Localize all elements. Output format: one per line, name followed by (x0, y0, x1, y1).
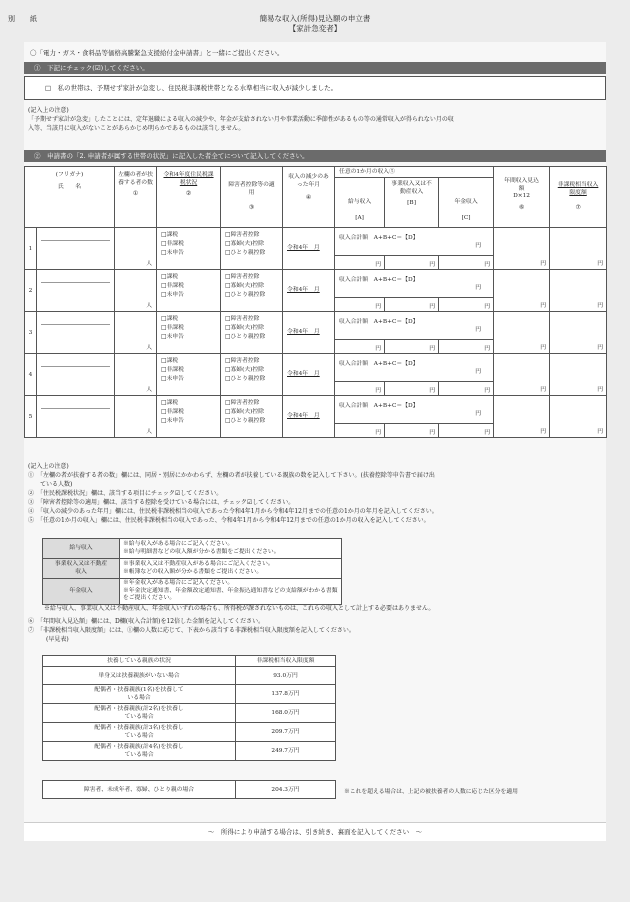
month-cell[interactable]: 令和4年 月 (283, 396, 335, 438)
quick-value: 137.8万円 (236, 685, 336, 704)
disability-option-widow[interactable]: □寡婦(夫)控除 (225, 409, 265, 415)
salary-cell[interactable] (335, 256, 385, 270)
quick-last-table (42, 780, 336, 799)
limit-cell[interactable] (550, 396, 607, 438)
pension-cell[interactable] (439, 256, 494, 270)
tax-option-taxed[interactable]: □課税 (161, 274, 179, 280)
yen-a: 円 (375, 262, 382, 268)
dependents-header-label: 左欄の者が扶養する者の数 (118, 172, 153, 186)
num7: ⑦ (575, 205, 581, 211)
annual-calc: D×12 (513, 193, 530, 199)
business-label: 事業収入又は不動産収入 (391, 181, 432, 195)
tax-option-undeclared[interactable]: □未申告 (161, 376, 184, 382)
disability-option-disabled[interactable]: □障害者控除 (225, 400, 260, 406)
tax-option-exempt[interactable]: □非課税 (161, 241, 184, 247)
yen-b: 円 (429, 262, 436, 268)
yen-b: 円 (429, 304, 436, 310)
dependents-cell[interactable] (115, 270, 157, 312)
disability-cell[interactable] (221, 396, 283, 438)
quick-table (42, 655, 336, 761)
disability-cell[interactable] (221, 354, 283, 396)
quick-row (43, 742, 336, 761)
sum-cell[interactable] (335, 228, 494, 256)
annual-cell[interactable] (494, 312, 550, 354)
disability-option-disabled[interactable]: □障害者控除 (225, 316, 260, 322)
subtitle-text: 【家計急変者】 (288, 24, 342, 33)
note-n3: ③ 「障害者控除等の適用」欄は、該当する控除を受けている場合には、チェック☑してください。 (28, 499, 295, 506)
disability-option-widow[interactable]: □寡婦(夫)控除 (225, 367, 265, 373)
quick-status: 配偶者・扶養親族(1名)を扶養している場合 (43, 685, 236, 704)
quick-status: 配偶者・扶養親族(計4名)を扶養している場合 (43, 742, 236, 761)
disability-option-single-parent[interactable]: □ひとり親控除 (225, 292, 266, 298)
name-cell[interactable] (37, 228, 115, 270)
salary-cell[interactable] (335, 298, 385, 312)
yen-limit: 円 (597, 429, 604, 435)
quick-row (43, 704, 336, 723)
doc-salary-l1: ※給与収入がある場合にご記入ください。 (123, 541, 234, 547)
pension-label: 年金収入 (454, 199, 478, 205)
yen-a: 円 (375, 388, 382, 394)
sum-cell[interactable] (335, 396, 494, 424)
sum-cell[interactable] (335, 354, 494, 382)
tax-option-exempt[interactable]: □非課税 (161, 283, 184, 289)
letter-a: [A] (355, 215, 364, 221)
note-n4: ④ 「収入の減少のあった年月」欄には、住民税非課税相当の収入であった令和4年1月から令和4年12月までの任意の1か月の年月を記入してください。 (28, 508, 438, 515)
sum-label: 収入合計額 A+B+C＝【D】 (339, 403, 419, 409)
sum-label: 収入合計額 A+B+C＝【D】 (339, 235, 419, 241)
doc-pension-l2: ※年金決定通知書、年金額改定通知書、年金振込通知書などの支給額がわかる書類をご提出ください。 (123, 587, 338, 601)
disability-option-widow[interactable]: □寡婦(夫)控除 (225, 325, 265, 331)
yen-c: 円 (484, 262, 491, 268)
annual-header (494, 167, 550, 228)
footer-note: ～ 所得により申請する場合は、引き続き、裏面を記入してください ～ (24, 822, 606, 841)
note1 (28, 106, 606, 133)
business-cell[interactable] (385, 298, 439, 312)
yen-d: 円 (475, 327, 482, 333)
table-row (25, 396, 607, 424)
disability-cell[interactable] (221, 228, 283, 270)
notes4 (28, 617, 606, 644)
tax-option-undeclared[interactable]: □未申告 (161, 292, 184, 298)
doc-business-l1: ※事業収入又は不動産収入がある場合にご記入ください。 (123, 561, 274, 567)
intro-text: 〇「電力・ガス・食料品等価格高騰緊急支援給付金申請書」と一緒にご提出ください。 (30, 49, 284, 57)
annual-cell[interactable] (494, 270, 550, 312)
num6: ⑥ (518, 205, 525, 211)
quick-status: 配偶者・扶養親族(計2名)を扶養している場合 (43, 704, 236, 723)
quick-last-value: 204.3万円 (236, 781, 336, 799)
business-cell[interactable] (385, 424, 439, 438)
yen-c: 円 (484, 388, 491, 394)
tax-status-cell[interactable] (157, 354, 221, 396)
table-row (25, 312, 607, 340)
annual-cell[interactable] (494, 228, 550, 270)
tax-option-taxed[interactable]: □課税 (161, 316, 179, 322)
notes2 (28, 462, 606, 525)
furigana-header: (フリガナ) (55, 172, 84, 178)
annual-label: 年間収入見込額 (504, 178, 539, 192)
note-n6: ⑥ 「年間収入見込額」欄には、D欄(収入合計額)を12倍した金額を記入してください。 (28, 618, 265, 625)
business-header (385, 178, 439, 227)
yen-c: 円 (484, 304, 491, 310)
month-header-label: 収入の減少のあった年月 (288, 174, 329, 188)
disability-header (221, 167, 283, 228)
doc-business-text (120, 559, 342, 579)
yen-d: 円 (475, 285, 482, 291)
quick-value: 249.7万円 (236, 742, 336, 761)
disability-header-label: 障害者控除等の適用 (228, 182, 275, 196)
pension-cell[interactable] (439, 340, 494, 354)
quick-last-status: 障害者、未成年者、寡婦、ひとり親の場合 (43, 781, 236, 799)
income-group-label: 任意の1か月の収入⑤ (335, 167, 493, 178)
note-n1b: ている人数) (28, 481, 73, 488)
limit-cell[interactable] (550, 354, 607, 396)
quick-value: 168.0万円 (236, 704, 336, 723)
row-number: 4 (25, 354, 37, 396)
tax-status-cell[interactable] (157, 228, 221, 270)
disability-option-disabled[interactable]: □障害者控除 (225, 274, 260, 280)
note-n5: ⑤ 「任意の1か月の収入」欄には、住民税非課税相当の収入であった、令和4年1月から令和4年12月までの任意の1か月の収入を記入してください。 (28, 517, 430, 524)
yen-b: 円 (429, 430, 436, 436)
doc-salary-text (120, 539, 342, 559)
yen-limit: 円 (597, 303, 604, 309)
quick-side-note: ※これを超える場合は、上記の被扶養者の人数に応じた区分を適用 (344, 789, 518, 795)
business-cell[interactable] (385, 340, 439, 354)
dependents-cell[interactable] (115, 396, 157, 438)
tax-option-undeclared[interactable]: □未申告 (161, 418, 184, 424)
limit-label: 非課税相当収入限度額 (557, 182, 599, 196)
quick-row (43, 723, 336, 742)
sum-label: 収入合計額 A+B+C＝【D】 (339, 319, 419, 325)
annex-label: 別 紙 (8, 15, 41, 23)
business-cell[interactable] (385, 382, 439, 396)
tax-option-undeclared[interactable]: □未申告 (161, 334, 184, 340)
disability-option-single-parent[interactable]: □ひとり親控除 (225, 334, 266, 340)
note-n7: ⑦ 「非課税相当収入限度額」には、①欄の人数に応じて、下表から該当する非課税相当収入限度額を記入してください。 (28, 627, 355, 634)
family-change-checkbox[interactable]: □ 私の世帯は、予期せず家計が急変し、住民税非課税世帯となる水準相当に収入が減少しました。 (45, 84, 338, 92)
pension-cell[interactable] (439, 382, 494, 396)
name-cell[interactable] (37, 354, 115, 396)
num3: ③ (248, 205, 255, 211)
section1-box (24, 76, 606, 100)
yen-d: 円 (475, 243, 482, 249)
doc-salary-l2: ※給与明細書などの収入額が分かる書類をご提出ください。 (123, 548, 280, 555)
documents-table (42, 538, 342, 605)
name-header-label: 氏 名 (57, 184, 82, 190)
tax-option-taxed[interactable]: □課税 (161, 400, 179, 406)
num4: ④ (305, 195, 312, 201)
quick-title: (早見表) (46, 636, 69, 643)
salary-header (335, 178, 385, 227)
sum-cell[interactable] (335, 270, 494, 298)
limit-cell[interactable] (550, 270, 607, 312)
row-number: 2 (25, 270, 37, 312)
row-number: 1 (25, 228, 37, 270)
quick-header-limit: 非課税相当収入限度額 (236, 656, 336, 667)
sum-label: 収入合計額 A+B+C＝【D】 (339, 277, 419, 283)
disability-option-single-parent[interactable]: □ひとり親控除 (225, 418, 266, 424)
yen-c: 円 (484, 346, 491, 352)
doc-salary-label: 給与収入 (43, 539, 120, 559)
month-cell[interactable]: 令和4年 月 (283, 312, 335, 354)
doc-business-label: 事業収入又は不動産収入 (43, 559, 120, 579)
salary-cell[interactable] (335, 424, 385, 438)
notes3 (44, 604, 604, 613)
salary-cell[interactable] (335, 340, 385, 354)
dependents-cell[interactable] (115, 354, 157, 396)
note-n1a: ① 「左欄の者が扶養する者の数」欄には、同居・別居にかかわらず、左欄の者が扶養している親族の数を記入して下さい。(扶養控除等申告書で届け出 (28, 472, 435, 479)
quick-status: 単身又は扶養親族がいない場合 (43, 667, 236, 685)
letter-c: [C] (461, 215, 471, 221)
quick-value: 93.0万円 (236, 667, 336, 685)
pension-header (439, 178, 493, 227)
dependents-cell[interactable] (115, 312, 157, 354)
letter-b: [B] (407, 200, 416, 206)
tax-status-cell[interactable] (157, 270, 221, 312)
tax-option-taxed[interactable]: □課税 (161, 232, 179, 238)
income-header (335, 167, 494, 228)
limit-cell[interactable] (550, 312, 607, 354)
person-unit: 人 (146, 345, 153, 351)
tax-header-label: 令和4年度住民税課税状況 (163, 172, 214, 186)
tax-option-exempt[interactable]: □非課税 (161, 409, 184, 415)
business-cell[interactable] (385, 256, 439, 270)
tax-option-exempt[interactable]: □非課税 (161, 325, 184, 331)
quick-row (43, 685, 336, 704)
disability-cell[interactable] (221, 312, 283, 354)
person-unit: 人 (146, 387, 153, 393)
dependents-cell[interactable] (115, 228, 157, 270)
yen-annual: 円 (540, 303, 547, 309)
month-cell[interactable]: 令和4年 月 (283, 354, 335, 396)
note1-line2: 入等、当該月に収入がないことがあらかじめ明らかであるものは該当しません。 (28, 125, 245, 132)
disability-option-disabled[interactable]: □障害者控除 (225, 358, 260, 364)
quick-value: 209.7万円 (236, 723, 336, 742)
limit-cell[interactable] (550, 228, 607, 270)
title-text: 簡易な収入(所得)見込額の申立書 (259, 14, 371, 23)
yen-limit: 円 (597, 345, 604, 351)
page-title (0, 14, 630, 34)
household-table (24, 166, 607, 438)
tax-header (157, 167, 221, 228)
tax-option-taxed[interactable]: □課税 (161, 358, 179, 364)
tax-option-exempt[interactable]: □非課税 (161, 367, 184, 373)
quick-status: 配偶者・扶養親族(計3名)を扶養している場合 (43, 723, 236, 742)
table-row (25, 228, 607, 256)
month-header (283, 167, 335, 228)
tax-status-cell[interactable] (157, 396, 221, 438)
person-unit: 人 (146, 429, 153, 435)
doc-pension-label: 年金収入 (43, 579, 120, 605)
name-header (25, 167, 115, 228)
pension-cell[interactable] (439, 424, 494, 438)
num2: ② (185, 191, 192, 197)
month-cell[interactable]: 令和4年 月 (283, 228, 335, 270)
yen-b: 円 (429, 388, 436, 394)
note1-title: (記入上の注意) (28, 107, 69, 114)
yen-annual: 円 (540, 345, 547, 351)
annual-cell[interactable] (494, 354, 550, 396)
name-cell[interactable] (37, 396, 115, 438)
yen-c: 円 (484, 430, 491, 436)
person-unit: 人 (146, 303, 153, 309)
section1-bar: ① 下記にチェック(☑)してください。 (24, 62, 606, 74)
annual-cell[interactable] (494, 396, 550, 438)
dependents-header (115, 167, 157, 228)
yen-d: 円 (475, 411, 482, 417)
disability-option-widow[interactable]: □寡婦(夫)控除 (225, 283, 265, 289)
disability-option-single-parent[interactable]: □ひとり親控除 (225, 376, 266, 382)
quick-row (43, 667, 336, 685)
name-cell[interactable] (37, 312, 115, 354)
yen-limit: 円 (597, 261, 604, 267)
yen-a: 円 (375, 304, 382, 310)
docs-note: ※給与収入、事業収入又は不動産収入、年金収入いずれの場合も、所得税が課されないものは、これらの収入として計上する必要はありません。 (44, 605, 435, 612)
tax-status-cell[interactable] (157, 312, 221, 354)
yen-b: 円 (429, 346, 436, 352)
yen-d: 円 (475, 369, 482, 375)
sum-cell[interactable] (335, 312, 494, 340)
row-number: 5 (25, 396, 37, 438)
yen-annual: 円 (540, 387, 547, 393)
num1: ① (132, 191, 139, 197)
name-cell[interactable] (37, 270, 115, 312)
doc-pension-l1: ※年金収入がある場合にご記入ください。 (123, 580, 234, 586)
note-n2: ② 「住民税課税状況」欄は、該当する項目にチェック☑してください。 (28, 490, 223, 497)
disability-option-disabled[interactable]: □障害者控除 (225, 232, 260, 238)
pension-cell[interactable] (439, 298, 494, 312)
yen-annual: 円 (540, 429, 547, 435)
person-unit: 人 (146, 261, 153, 267)
salary-label: 給与収入 (347, 199, 372, 205)
note1-line1: 「予期せず家計が急変」したことには、定年退職による収入の減少や、年金が支給されない月や事業活動に季節性があるもの等の通常収入が得られない月の収 (28, 116, 454, 123)
tax-option-undeclared[interactable]: □未申告 (161, 250, 184, 256)
month-cell[interactable]: 令和4年 月 (283, 270, 335, 312)
limit-header (550, 167, 607, 228)
row-number: 3 (25, 312, 37, 354)
disability-option-single-parent[interactable]: □ひとり親控除 (225, 250, 266, 256)
doc-business-l2: ※帳簿などの収入額が分かる書類をご提出ください。 (123, 568, 263, 575)
yen-limit: 円 (597, 387, 604, 393)
table-row (25, 270, 607, 298)
doc-pension-text (120, 579, 342, 605)
salary-cell[interactable] (335, 382, 385, 396)
yen-a: 円 (375, 346, 382, 352)
sum-label: 収入合計額 A+B+C＝【D】 (339, 361, 419, 367)
yen-annual: 円 (540, 261, 547, 267)
disability-cell[interactable] (221, 270, 283, 312)
disability-option-widow[interactable]: □寡婦(夫)控除 (225, 241, 265, 247)
quick-header-status: 扶養している親族の状況 (43, 656, 236, 667)
yen-a: 円 (375, 430, 382, 436)
section2-bar: ② 申請書の「2. 申請者が属する世帯の状況」に記入した者全てについて記入してください。 (24, 150, 606, 162)
table-row (25, 354, 607, 382)
notes2-title: (記入上の注意) (28, 463, 69, 470)
